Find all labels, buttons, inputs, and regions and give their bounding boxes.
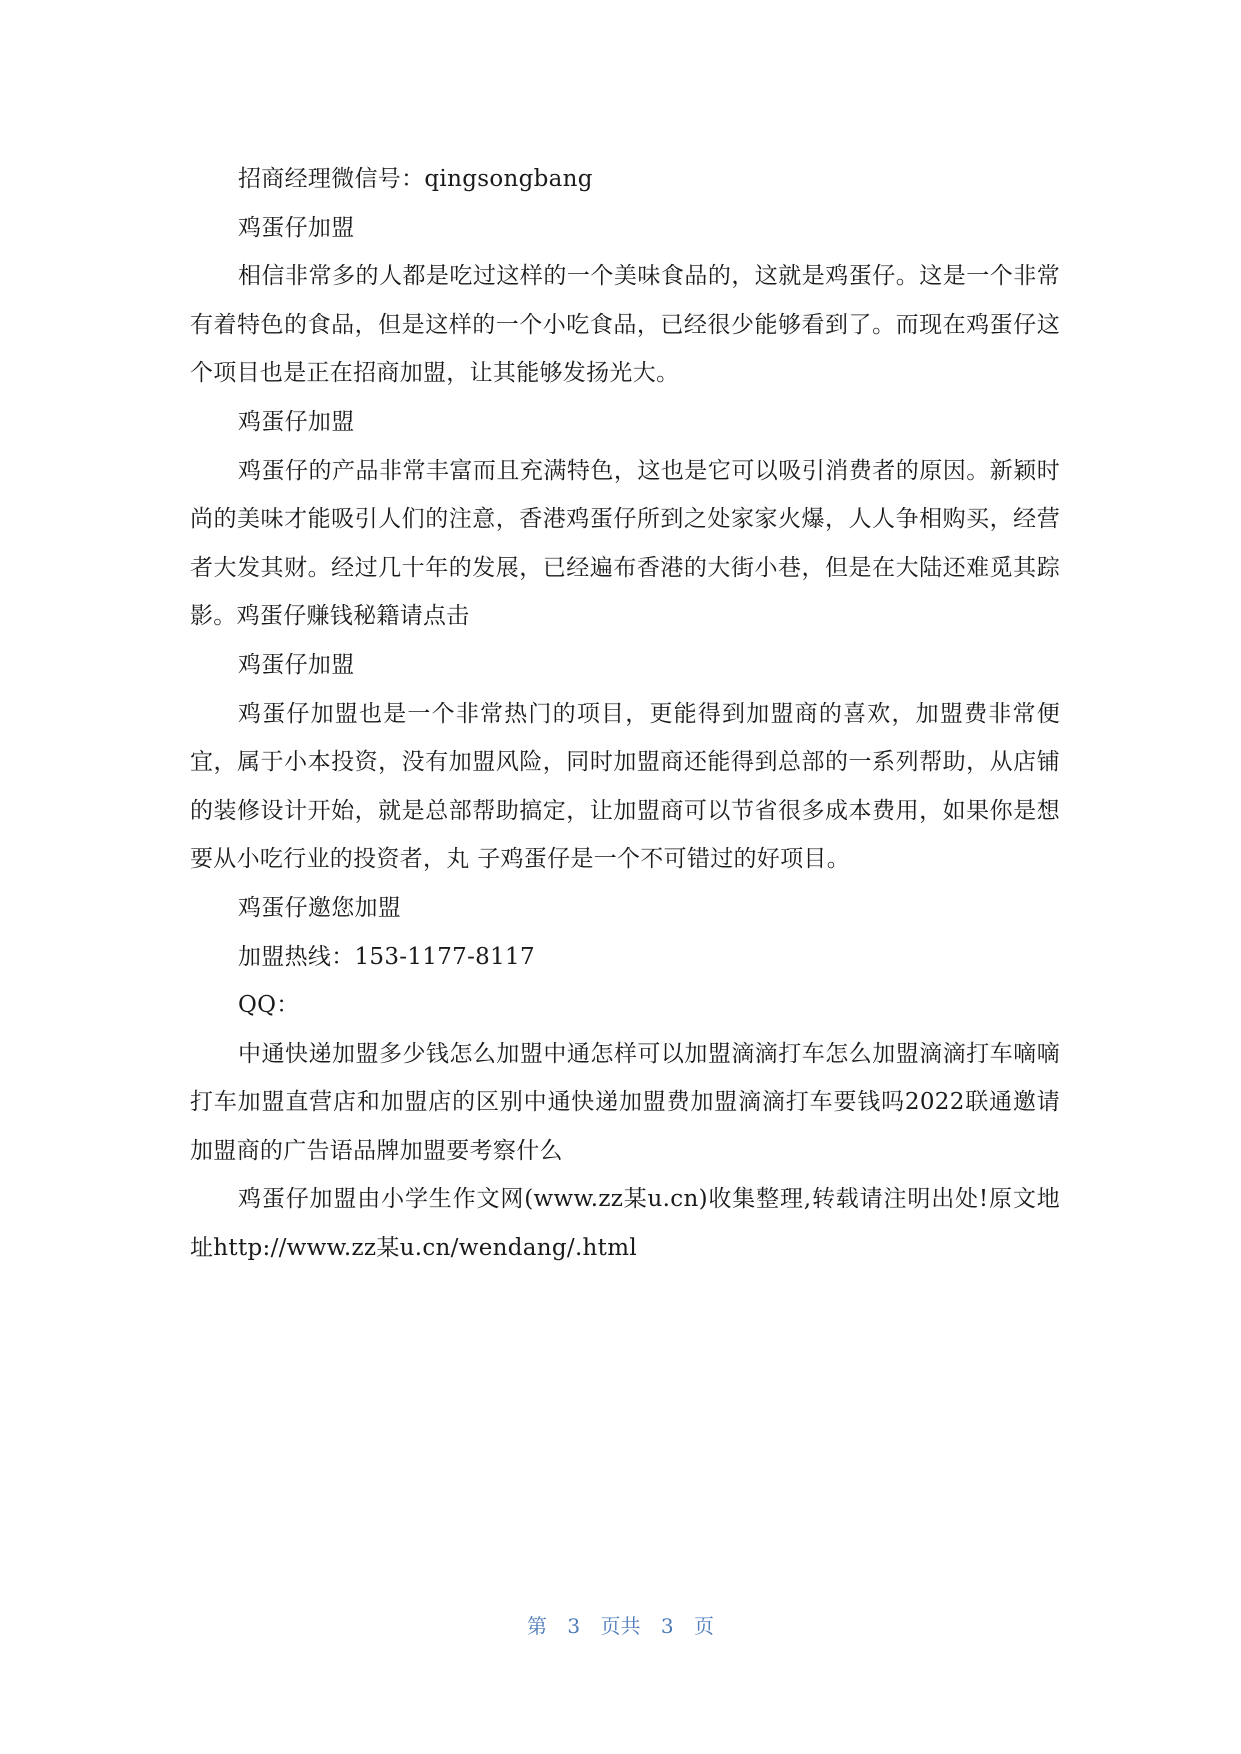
qq-line: QQ： xyxy=(238,992,300,1019)
section-heading: 鸡蛋仔加盟 xyxy=(238,651,355,678)
wechat-line: 招商经理微信号：qingsongbang xyxy=(238,166,593,192)
section-heading: 鸡蛋仔加盟 xyxy=(238,214,355,241)
footer-middle: 页共 xyxy=(600,1614,641,1638)
invitation-line: 鸡蛋仔邀您加盟 xyxy=(238,894,402,921)
body-paragraph: 鸡蛋仔加盟也是一个非常热门的项目，更能得到加盟商的喜欢，加盟费非常便宜，属于小本投资，没有加盟风险，同时加盟商还能得到总部的一系列帮助，从店铺的装修设计开始，就是总部帮助搞定，让加盟商可以节省很多成本费用，如果你是想要从小吃行业的投资者，丸 子鸡蛋仔是一个不可错过的好项目。 xyxy=(190,700,1060,873)
footer-prefix: 第 xyxy=(527,1614,548,1638)
hotline-line: 加盟热线：153-1177-8117 xyxy=(238,943,535,970)
body-paragraph: 鸡蛋仔的产品非常丰富而且充满特色，这也是它可以吸引消费者的原因。新颖时尚的美味才能吸引人们的注意，香港鸡蛋仔所到之处家家火爆，人人争相购买，经营者大发其财。经过几十年的发展，已经遍布香港的大街小巷，但是在大陆还难觅其踪影。鸡蛋仔赚钱秘籍请点击 xyxy=(190,457,1060,630)
footer-current-page: 3 xyxy=(567,1614,581,1638)
related-links-paragraph: 中通快递加盟多少钱怎么加盟中通怎样可以加盟滴滴打车怎么加盟滴滴打车嘀嘀打车加盟直营店和加盟店的区别中通快递加盟费加盟滴滴打车要钱吗2022联通邀请加盟商的广告语品牌加盟要考察什么 xyxy=(190,1040,1060,1164)
footer-total-pages: 3 xyxy=(660,1614,674,1638)
section-heading: 鸡蛋仔加盟 xyxy=(238,408,355,435)
footer-suffix: 页 xyxy=(693,1614,714,1638)
body-paragraph: 相信非常多的人都是吃过这样的一个美味食品的，这就是鸡蛋仔。这是一个非常有着特色的食品，但是这样的一个小吃食品，已经很少能够看到了。而现在鸡蛋仔这个项目也是正在招商加盟，让其能够发扬光大。 xyxy=(190,263,1060,387)
source-note-paragraph: 鸡蛋仔加盟由小学生作文网(www.zz某u.cn)收集整理,转载请注明出处!原文地址http://www.zz某u.cn/wendang/.html xyxy=(190,1186,1060,1262)
document-body xyxy=(190,155,1060,1273)
page-footer xyxy=(0,1610,1241,1639)
